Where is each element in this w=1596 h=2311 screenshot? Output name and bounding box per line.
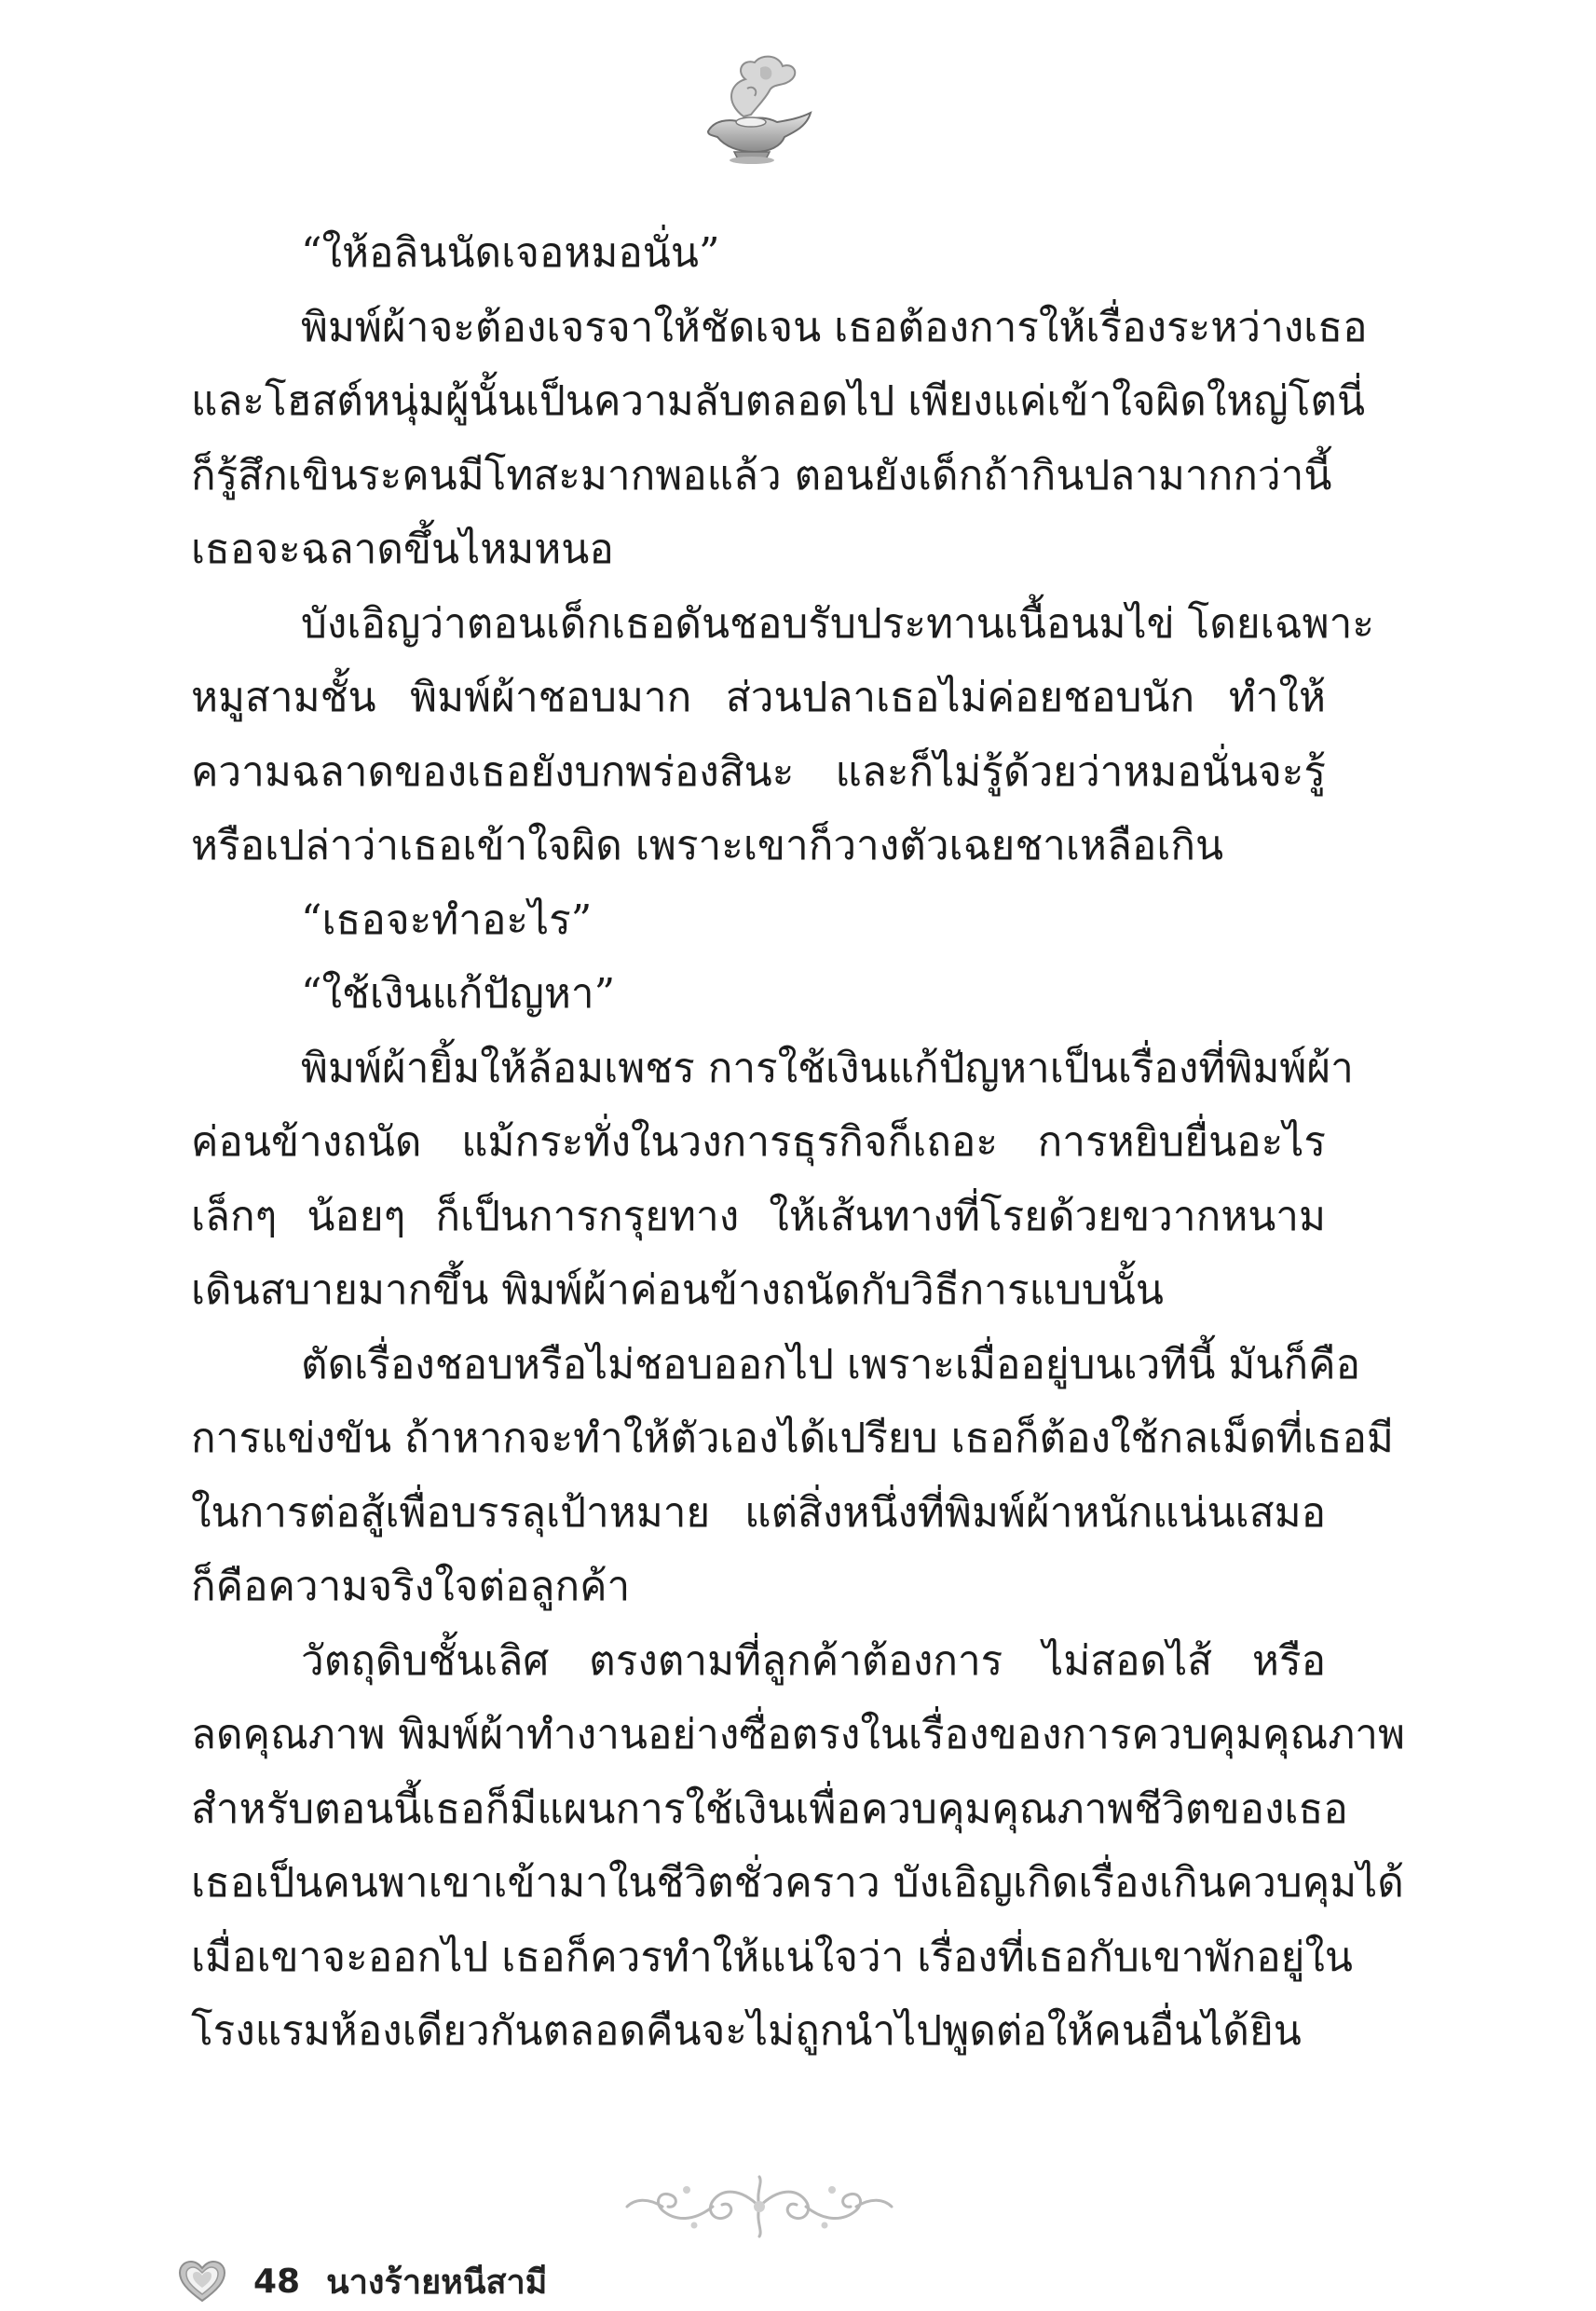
dialogue-line: “ใช้เงินแก้ปัญหา” [301, 970, 616, 1018]
page-number: 48 [253, 2262, 301, 2301]
paragraph-line: และโฮสต์หนุ่มผู้นั้นเป็นความลับตลอดไป เพียงแค่เข้าใจผิดใหญ่โตนี่ [191, 377, 1366, 425]
paragraph-line: พิมพ์ผ้าจะต้องเจรจาให้ชัดเจน เธอต้องการให้เรื่องระหว่างเธอ [301, 303, 1368, 351]
paragraph-line: เมื่อเขาจะออกไป เธอก็ควรทำให้แน่ใจว่า เรื่องที่เธอกับเขาพักอยู่ใน [191, 1933, 1353, 1981]
floral-divider-icon [620, 2169, 899, 2244]
paragraph-line: หรือเปล่าว่าเธอเข้าใจผิด เพราะเขาก็วางตัวเฉยชาเหลือเกิน [191, 822, 1224, 869]
book-title: นางร้ายหนีสามี [326, 2263, 548, 2302]
dialogue-line: “เธอจะทำอะไร” [301, 896, 593, 944]
paragraph-line: วัตถุดิบชั้นเลิศ ตรงตามที่ลูกค้าต้องการ ไม่สอดไส้ หรือ [301, 1636, 1326, 1685]
paragraph-line: โรงแรมห้องเดียวกันตลอดคืนจะไม่ถูกนำไปพูดต่อให้คนอื่นได้ยิน [191, 2007, 1302, 2055]
paragraph-line: เดินสบายมากขึ้น พิมพ์ผ้าค่อนข้างถนัดกับวิธีการแบบนั้น [191, 1266, 1164, 1314]
genie-lamp-icon [688, 51, 818, 168]
paragraph-line: ค่อนข้างถนัด แม้กระทั่งในวงการธุรกิจก็เถอะ การหยิบยื่นอะไร [191, 1118, 1326, 1166]
paragraph-line: เธอจะฉลาดขึ้นไหมหนอ [191, 526, 614, 573]
paragraph-line: ตัดเรื่องชอบหรือไม่ชอบออกไป เพราะเมื่ออยู่บนเวทีนี้ มันก็คือ [301, 1340, 1360, 1388]
paragraph-line: ก็รู้สึกเขินระคนมีโทสะมากพอแล้ว ตอนยังเด็กถ้ากินปลามากกว่านี้ [191, 451, 1332, 499]
paragraph-line: เล็กๆ น้อยๆ ก็เป็นการกรุยทาง ให้เส้นทางที่โรยด้วยขวากหนาม [191, 1192, 1326, 1240]
paragraph-line: ลดคุณภาพ พิมพ์ผ้าทำงานอย่างซื่อตรงในเรื่องของการควบคุมคุณภาพ [191, 1711, 1405, 1758]
paragraph-line: การแข่งขัน ถ้าหากจะทำให้ตัวเองได้เปรียบ เธอก็ต้องใช้กลเม็ดที่เธอมี [191, 1415, 1394, 1462]
paragraph-line: ในการต่อสู้เพื่อบรรลุเป้าหมาย แต่สิ่งหนึ่งที่พิมพ์ผ้าหนักแน่นเสมอ [191, 1488, 1326, 1537]
body-text [191, 216, 1405, 2069]
dialogue-line: “ให้อลินนัดเจอหมอนั่น” [301, 229, 720, 277]
paragraph-line: หมูสามชั้น พิมพ์ผ้าชอบมาก ส่วนปลาเธอไม่ค่อยชอบนัก ทำให้ [191, 674, 1326, 721]
paragraph-line: ความฉลาดของเธอยังบกพร่องสินะ และก็ไม่รู้ด้วยว่าหมอนั่นจะรู้ [191, 747, 1326, 796]
paragraph-line: ก็คือความจริงใจต่อลูกค้า [191, 1563, 631, 1610]
paragraph-line: พิมพ์ผ้ายิ้มให้ล้อมเพชร การใช้เงินแก้ปัญหาเป็นเรื่องที่พิมพ์ผ้า [301, 1044, 1354, 1092]
paragraph-line: เธอเป็นคนพาเขาเข้ามาในชีวิตชั่วคราว บังเอิญเกิดเรื่องเกินควบคุมได้ [191, 1859, 1404, 1907]
heart-icon [177, 2259, 227, 2304]
paragraph-line: บังเอิญว่าตอนเด็กเธอดันชอบรับประทานเนื้อนมไข่ โดยเฉพาะ [301, 599, 1375, 648]
paragraph-line: สำหรับตอนนี้เธอก็มีแผนการใช้เงินเพื่อควบคุมคุณภาพชีวิตของเธอ [191, 1785, 1348, 1833]
page-footer [177, 2255, 547, 2307]
